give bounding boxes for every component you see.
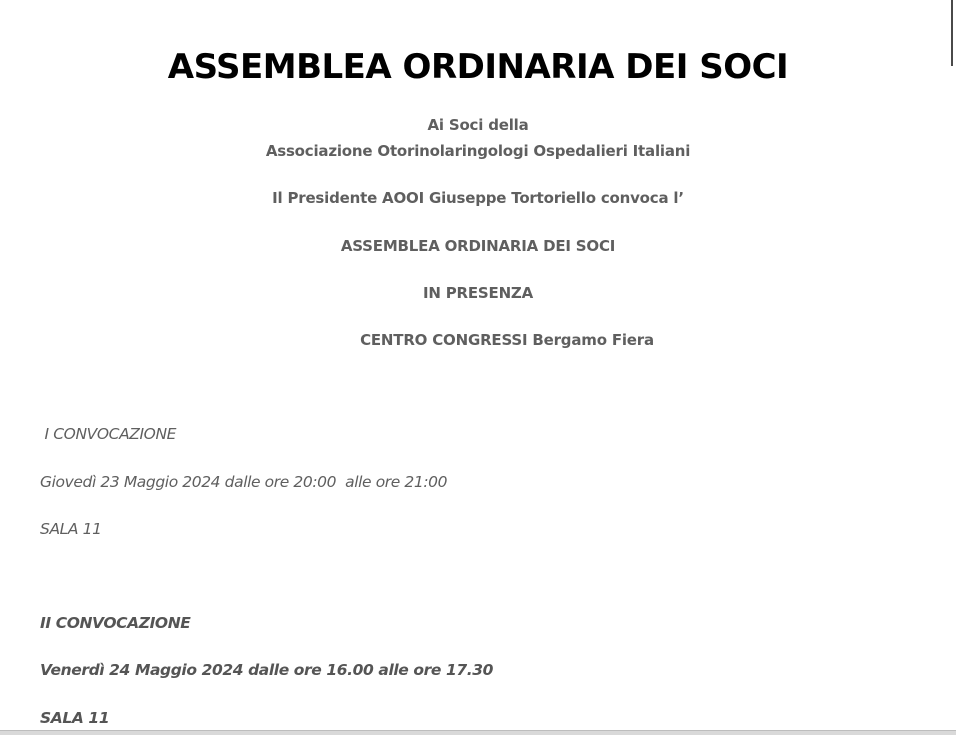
recipient-line-2: Associazione Otorinolaringologi Ospedalieri Italiani [265, 142, 691, 160]
second-call-room: SALA 11 [40, 709, 110, 727]
document-title: ASSEMBLEA ORDINARIA DEI SOCI [167, 47, 789, 87]
page-bottom-edge [0, 730, 956, 735]
convocation-intro: Il Presidente AOOI Giuseppe Tortoriello convoca l’ [272, 189, 684, 207]
recipient-line-1: Ai Soci della [427, 116, 529, 134]
venue: CENTRO CONGRESSI Bergamo Fiera [360, 331, 654, 349]
second-call-label: II CONVOCAZIONE [40, 614, 191, 632]
first-call-label: I CONVOCAZIONE [40, 425, 177, 443]
meeting-mode: IN PRESENZA [422, 284, 534, 302]
first-call-room: SALA 11 [40, 520, 102, 538]
first-call-datetime: Giovedì 23 Maggio 2024 dalle ore 20:00 alle ore 21:00 [40, 473, 448, 491]
vertical-scrollbar[interactable] [951, 0, 956, 66]
assembly-name: ASSEMBLEA ORDINARIA DEI SOCI [340, 237, 616, 255]
second-call-datetime: Venerdì 24 Maggio 2024 dalle ore 16.00 alle ore 17.30 [40, 661, 494, 679]
